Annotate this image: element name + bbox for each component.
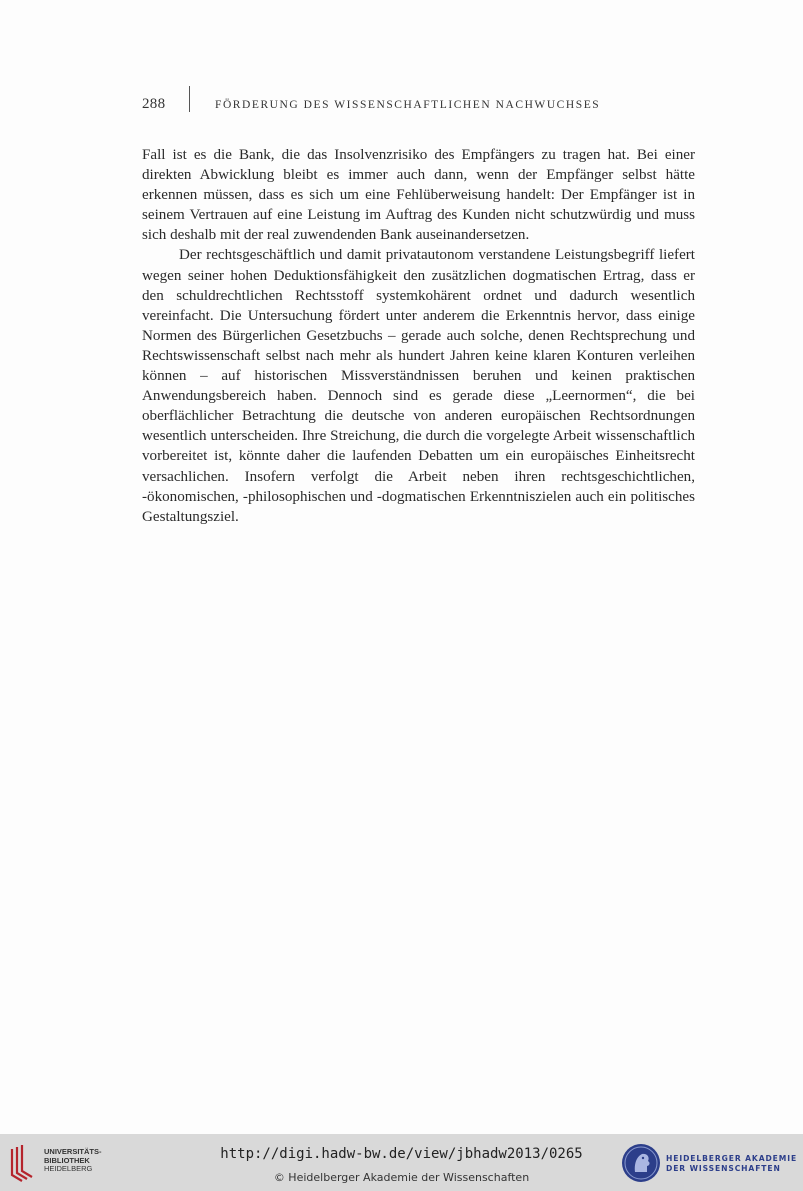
running-head-title: FÖRDERUNG DES WISSENSCHAFTLICHEN NACHWUCHSES (215, 99, 601, 111)
ub-logo-line: UNIVERSITÄTS- (44, 1147, 102, 1156)
hadw-logo[interactable] (620, 1141, 800, 1185)
paragraph: Fall ist es die Bank, die das Insolvenzrisiko des Empfängers zu tragen hat. Bei einer direkten Abwicklung bleibt es immer auch dann, wenn der Empfänger selbst hätte erkennen müssen, dass es sich um eine Fehlüberweisung handelt: Der Empfänger ist in seinem Vertrauen auf eine Leistung im Auftrag des Kunden nicht schutzwürdig und muss sich deshalb mit der real zuwendenden Bank auseinandersetzen. (142, 147, 695, 244)
paragraph: Der rechtsgeschäftlich und damit privatautonom verstandene Leistungsbegriff liefert wegen seiner hohen Deduktionsfähigkeit den zusätzlichen dogmatischen Ertrag, dass er den schuldrechtlichen Rechtsstoff systemkohärent ordnet und dadurch wesentlich vereinfacht. Die Untersuchung fördert unter anderem die Erkenntnis hervor, dass einige Normen des Bürgerlichen Gesetzbuchs – gerade auch solche, denen Rechtsprechung und Rechtswissenschaft selbst nach mehr als hundert Jahren keine klaren Konturen verleihen können – auf historischen Missverständnissen beruhen und keinen praktischen Anwendungsbereich haben. Dennoch sind es gerade diese „Leernormen“, die bei oberflächlicher Betrachtung die deutsche von anderen europäischen Rechtsordnungen wesentlich unterscheiden. Ihre Streichung, die durch die vorgelegte Arbeit wissenschaftlich vorbereitet ist, könnte daher die laufenden Debatten um ein europäisches Einheitsrecht versachlichen. Insofern verfolgt die Arbeit neben ihren rechtsgeschichtlichen, -ökonomischen, -philosophischen und -dogmatischen Erkenntniszielen auch ein politisches Gestaltungsziel. (142, 247, 695, 525)
source-url-link[interactable]: http://digi.hadw-bw.de/view/jbhadw2013/0265 (220, 1146, 583, 1162)
body-text (142, 145, 695, 527)
hadw-seal-icon (620, 1141, 662, 1185)
ub-logo-line: HEIDELBERG (44, 1164, 93, 1173)
hadw-logo-line: DER WISSENSCHAFTEN (666, 1164, 781, 1173)
hadw-logo-line: HEIDELBERGER AKADEMIE (666, 1154, 798, 1163)
running-head (142, 94, 694, 118)
ub-logo-line: BIBLIOTHEK (44, 1155, 90, 1165)
footer-bar (0, 1134, 803, 1191)
running-head-divider (189, 86, 190, 112)
hadw-logo-text (666, 1154, 797, 1174)
copyright-notice: © Heidelberger Akademie der Wissenschaften (273, 1171, 530, 1184)
page-number: 288 (142, 96, 166, 112)
